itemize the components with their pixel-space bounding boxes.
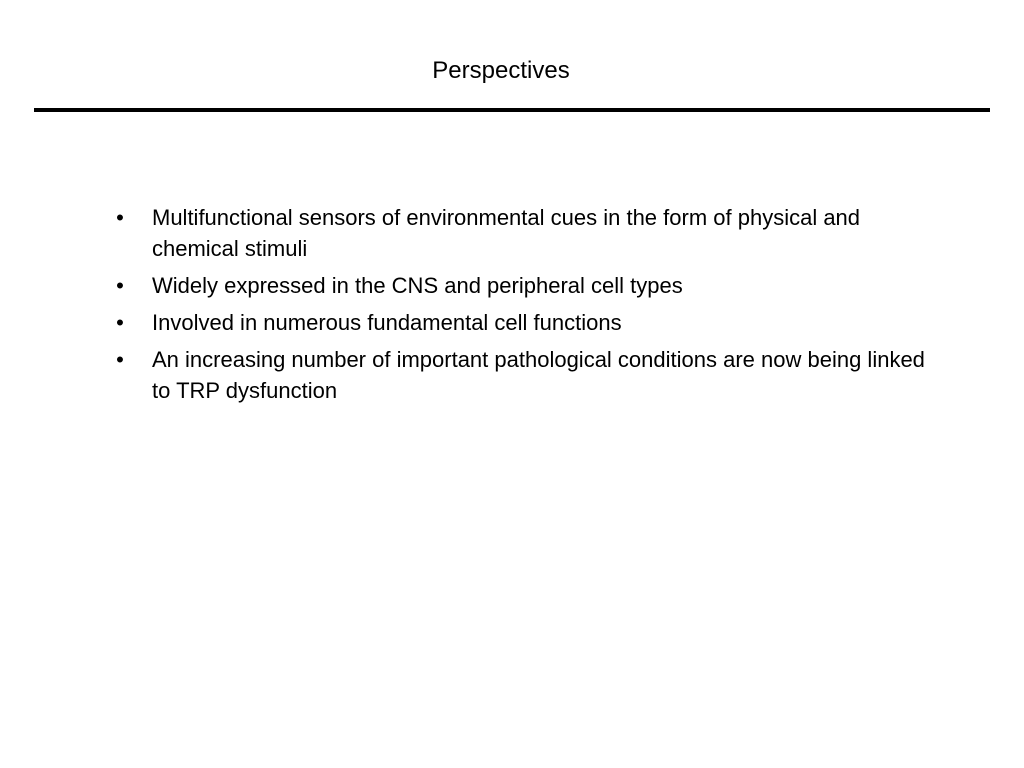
bullet-item <box>110 307 940 338</box>
bullet-item <box>110 202 940 264</box>
bullet-text: Widely expressed in the CNS and peripheral cell types <box>152 273 683 298</box>
bullet-item <box>110 344 940 406</box>
title-divider <box>34 108 990 112</box>
bullet-text: Involved in numerous fundamental cell functions <box>152 310 622 335</box>
bullet-list <box>110 202 940 412</box>
bullet-text: An increasing number of important pathological conditions are now being linked to TRP dysfunction <box>152 347 925 403</box>
bullet-item <box>110 270 940 301</box>
bullet-marker: • <box>116 273 124 298</box>
bullet-marker: • <box>116 310 124 335</box>
bullet-marker: • <box>116 347 124 372</box>
slide-title: Perspectives <box>432 57 570 84</box>
bullet-text: Multifunctional sensors of environmental cues in the form of physical and chemical stimuli <box>152 205 861 261</box>
bullet-marker: • <box>116 205 124 230</box>
